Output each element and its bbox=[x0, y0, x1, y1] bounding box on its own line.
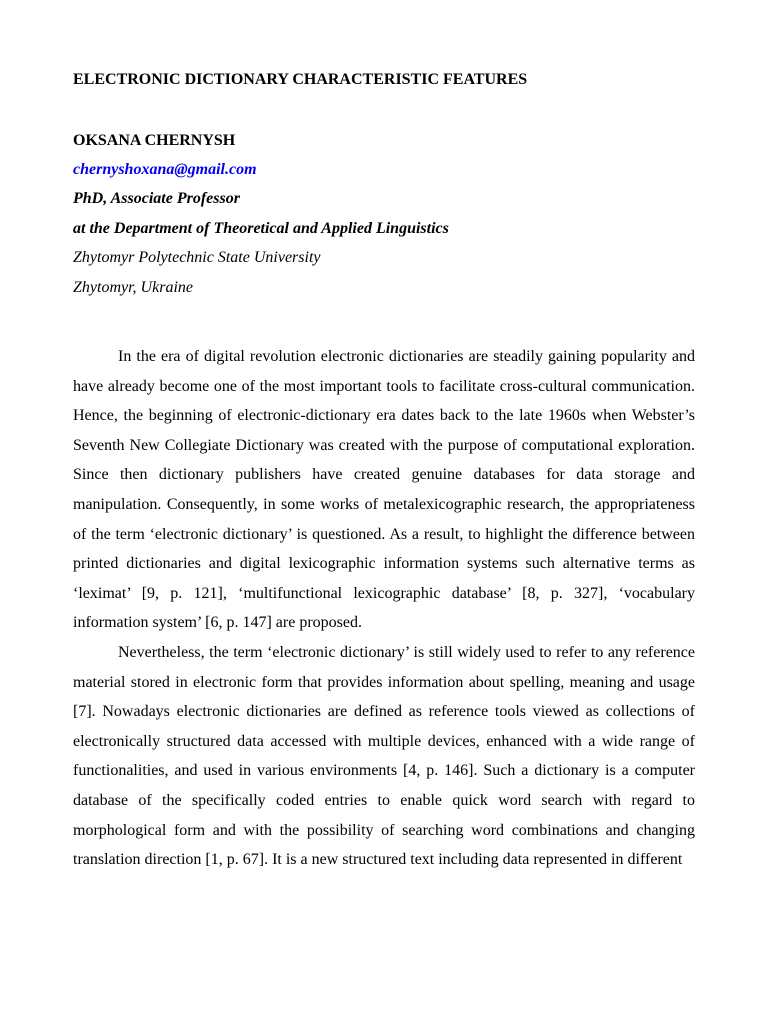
author-position: PhD, Associate Professor bbox=[73, 190, 240, 207]
paragraph-2: Nevertheless, the term ‘electronic dictionary’ is still widely used to refer to any reference material stored in electronic form that provides information about spelling, meaning and usage [7]. Nowadays electronic dictionaries are defined as reference tools viewed as collections of electronically structured data accessed with multiple devices, enhanced with a wide range of functionalities, and used in various environments [4, p. 146]. Such a dictionary is a computer database of the specifically coded entries to enable quick word search with regard to morphological form and with the possibility of searching word combinations and changing translation direction [1, p. 67]. It is a new structured text including data represented in different bbox=[73, 643, 695, 869]
document-title: ELECTRONIC DICTIONARY CHARACTERISTIC FEATURES bbox=[73, 71, 528, 88]
author-location: Zhytomyr, Ukraine bbox=[73, 278, 193, 296]
body-text bbox=[73, 342, 695, 875]
author-department: at the Department of Theoretical and Applied Linguistics bbox=[73, 219, 449, 237]
author-name: OKSANA CHERNYSH bbox=[73, 132, 236, 149]
author-email-link[interactable]: chernyshoxana@gmail.com bbox=[73, 161, 257, 178]
author-block bbox=[73, 126, 695, 302]
author-university: Zhytomyr Polytechnic State University bbox=[73, 249, 321, 266]
paragraph-1: In the era of digital revolution electronic dictionaries are steadily gaining popularity and have already become one of the most important tools to facilitate cross-cultural communication. Hence, the beginning of electronic-dictionary era dates back to the late 1960s when Webster’s Seventh New Collegiate Dictionary was created with the purpose of computational exploration. Since then dictionary publishers have created genuine databases for data storage and manipulation. Consequently, in some works of metalexicographic research, the appropriateness of the term ‘electronic dictionary’ is questioned. As a result, to highlight the difference between printed dictionaries and digital lexicographic information systems such alternative terms as ‘leximat’ [9, p. 121], ‘multifunctional lexicographic database’ [8, p. 327], ‘vocabulary information system’ [6, p. 147] are proposed. bbox=[73, 348, 695, 632]
document-page bbox=[73, 66, 695, 875]
